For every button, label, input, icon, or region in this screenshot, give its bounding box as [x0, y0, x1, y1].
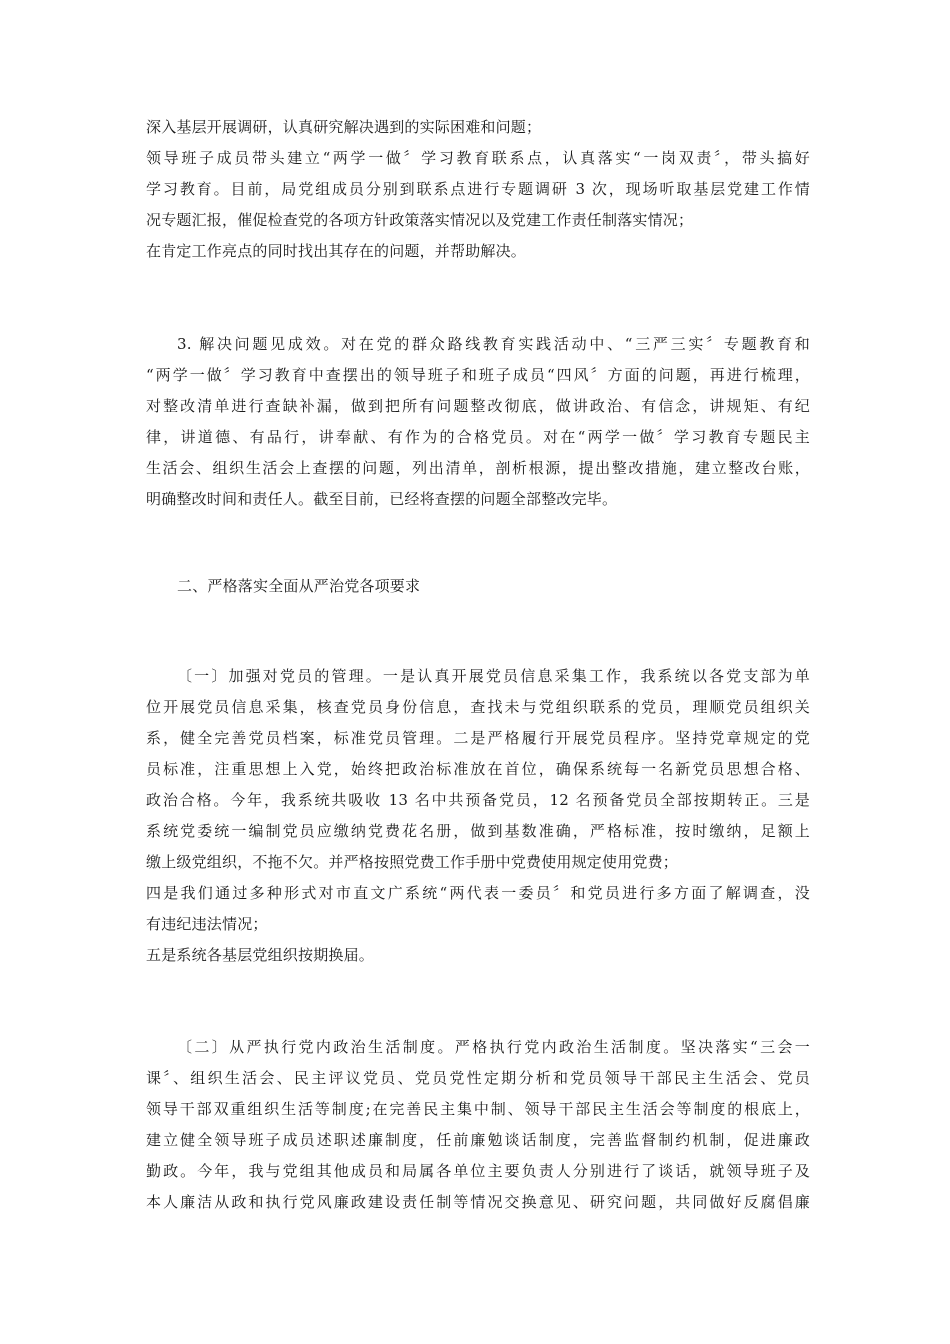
text-line: 缴上级党组织，不拖不欠。并严格按照党费工作手册中党费使用规定使用党费；: [146, 853, 679, 871]
text-line: 在肯定工作亮点的同时找出其存在的问题，并帮助解决。: [146, 242, 527, 260]
text-line: “两学一做〞学习教育中查摆出的领导班子和班子成员“四风〞方面的问题，再进行梳理，: [146, 366, 810, 384]
text-line: 3. 解决问题见成效。对在党的群众路线教育实践活动中、“三严三实〞专题教育和: [177, 335, 810, 353]
paragraph-member-management: [146, 661, 810, 971]
paragraph-political-life: [146, 1032, 810, 1218]
text-line: 勤政。今年，我与党组其他成员和局属各单位主要负责人分别进行了谈话，就领导班子及: [146, 1162, 810, 1180]
text-line: 律，讲道德、有品行，讲奉献、有作为的合格党员。对在“两学一做〞学习教育专题民主: [146, 428, 810, 446]
paragraph-problem-solving: [146, 329, 810, 515]
text-line: 系，健全完善党员档案，标准党员管理。二是严格履行开展党员程序。坚持党章规定的党: [146, 729, 810, 747]
text-line: 系统党委统一编制党员应缴纳党费花名册，做到基数准确，严格标准，按时缴纳，足额上: [146, 822, 810, 840]
text-line: 〔一〕加强对党员的管理。一是认真开展党员信息采集工作，我系统以各党支部为单: [177, 667, 810, 685]
text-line: 本人廉洁从政和执行党风廉政建设责任制等情况交换意见、研究问题，共同做好反腐倡廉: [146, 1193, 810, 1211]
text-line: 建立健全领导班子成员述职述廉制度，任前廉勉谈话制度，完善监督制约机制，促进廉政: [146, 1131, 810, 1149]
text-line: 位开展党员信息采集，核查党员身份信息，查找未与党组织联系的党员，理顺党员组织关: [146, 698, 810, 716]
text-line: 〔二〕从严执行党内政治生活制度。严格执行党内政治生活制度。坚决落实“三会一: [177, 1038, 810, 1056]
section-heading: [146, 571, 810, 602]
text-line: 学习教育。目前，局党组成员分别到联系点进行专题调研 3 次，现场听取基层党建工作情: [146, 180, 810, 198]
text-line: 对整改清单进行查缺补漏，做到把所有问题整改彻底，做讲政治、有信念，讲规矩、有纪: [146, 397, 810, 415]
text-line: 领导干部双重组织生活等制度;在完善民主集中制、领导干部民主生活会等制度的根底上，: [146, 1100, 810, 1118]
text-line: 有违纪违法情况；: [146, 915, 268, 933]
heading-text: 二、严格落实全面从严治党各项要求: [177, 577, 421, 595]
text-line: 课〞、组织生活会、民主评议党员、党员党性定期分析和党员领导干部民主生活会、党员: [146, 1069, 810, 1087]
text-line: 深入基层开展调研，认真研究解决遇到的实际困难和问题；: [146, 118, 542, 136]
text-line: 政治合格。今年，我系统共吸收 13 名中共预备党员，12 名预备党员全部按期转正。三是: [146, 791, 810, 809]
paragraph-research: [146, 112, 810, 267]
text-line: 员标准，注重思想上入党，始终把政治标准放在首位，确保系统每一名新党员思想合格、: [146, 760, 810, 778]
text-line: 明确整改时间和责任人。截至目前，已经将查摆的问题全部整改完毕。: [146, 490, 618, 508]
text-line: 况专题汇报，催促检查党的各项方针政策落实情况以及党建工作责任制落实情况；: [146, 211, 694, 229]
text-line: 五是系统各基层党组织按期换届。: [146, 946, 375, 964]
text-line: 生活会、组织生活会上查摆的问题，列出清单，剖析根源，提出整改措施，建立整改台账，: [146, 459, 810, 477]
text-line: 四是我们通过多种形式对市直文广系统“两代表一委员〞和党员进行多方面了解调查，没: [146, 884, 810, 902]
text-line: 领导班子成员带头建立“两学一做〞学习教育联系点，认真落实“一岗双责〞，带头搞好: [146, 149, 810, 167]
